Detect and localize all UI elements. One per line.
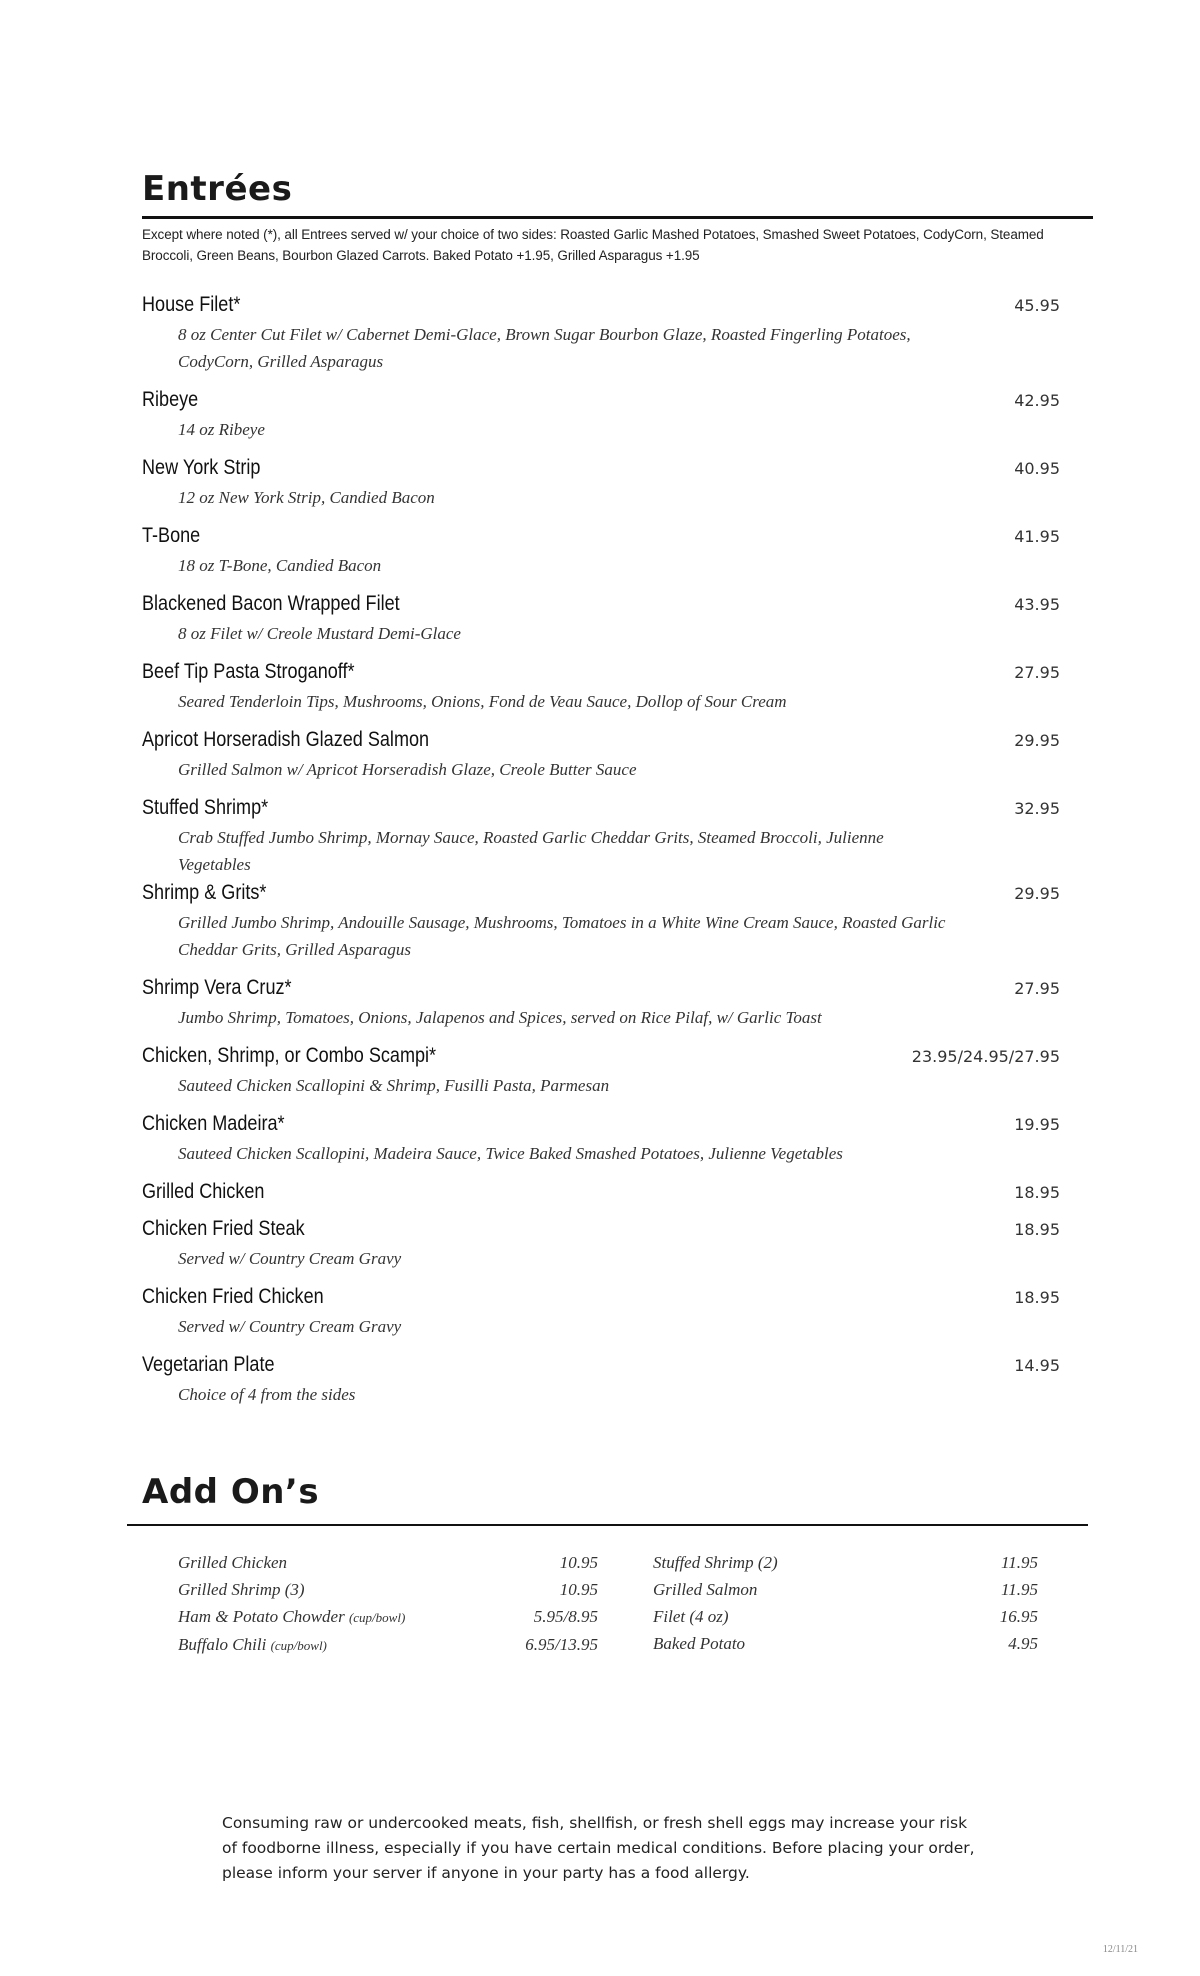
menu-item-name: New York Strip <box>142 456 261 479</box>
menu-item-price: 23.95/24.95/27.95 <box>911 1047 1060 1066</box>
menu-item-description: Crab Stuffed Jumbo Shrimp, Mornay Sauce, Roasted Garlic Cheddar Grits, Steamed Broccoli, Julienne Vegetables <box>178 828 884 874</box>
entrees-divider <box>142 216 1093 219</box>
entrees-list <box>142 290 1062 1408</box>
addon-item-price: 11.95 <box>1001 1580 1038 1599</box>
menu-item-name: T-Bone <box>142 524 201 547</box>
menu-item-name: House Filet* <box>142 293 241 316</box>
menu-item <box>142 725 1062 783</box>
addon-item <box>178 1631 598 1659</box>
addon-item-name: Grilled Chicken <box>178 1553 288 1572</box>
menu-item-description: Choice of 4 from the sides <box>178 1385 356 1404</box>
menu-item-price: 27.95 <box>1014 979 1060 998</box>
menu-item <box>142 1177 1062 1208</box>
addons-column-right <box>653 1549 1038 1659</box>
addon-item <box>178 1576 598 1603</box>
menu-item-name: Chicken Fried Chicken <box>142 1285 324 1308</box>
addon-item-price: 4.95 <box>1008 1634 1038 1653</box>
addon-item-name: Stuffed Shrimp (2) <box>653 1553 778 1572</box>
menu-item-price: 14.95 <box>1014 1356 1060 1375</box>
menu-item <box>142 453 1062 511</box>
addon-item-price: 16.95 <box>999 1607 1038 1626</box>
addon-item-price: 10.95 <box>559 1553 598 1572</box>
menu-item-price: 41.95 <box>1014 527 1060 546</box>
addon-item-note: (cup/bowl) <box>348 1610 406 1625</box>
addon-item-price: 5.95/8.95 <box>533 1607 598 1626</box>
menu-item-name: Grilled Chicken <box>142 1180 265 1203</box>
addon-item-label <box>653 1549 778 1576</box>
menu-item-description: Served w/ Country Cream Gravy <box>178 1317 402 1336</box>
menu-item-description: Sauteed Chicken Scallopini, Madeira Sauce, Twice Baked Smashed Potatoes, Julienne Vegetables <box>178 1144 843 1163</box>
addon-item-label <box>178 1631 327 1659</box>
menu-item <box>142 1214 1062 1272</box>
menu-item-price: 19.95 <box>1014 1115 1060 1134</box>
menu-item-description: Grilled Jumbo Shrimp, Andouille Sausage, Mushrooms, Tomatoes in a White Wine Cream Sauce, Roasted Garlic Cheddar Grits, Grilled Asparagus <box>178 913 946 959</box>
menu-item-description: 14 oz Ribeye <box>178 420 265 439</box>
menu-item-price: 32.95 <box>1014 799 1060 818</box>
addon-item-note: (cup/bowl) <box>270 1638 327 1653</box>
addon-item-label <box>178 1549 287 1576</box>
menu-item-name: Shrimp & Grits* <box>142 881 267 904</box>
addons-list <box>178 1549 1038 1659</box>
addon-item-name: Grilled Shrimp (3) <box>178 1580 305 1599</box>
menu-item-description: 8 oz Filet w/ Creole Mustard Demi-Glace <box>178 624 461 643</box>
addon-item <box>653 1576 1038 1603</box>
menu-item <box>142 973 1062 1031</box>
menu-item <box>142 657 1062 715</box>
addon-item-label <box>178 1603 405 1631</box>
menu-item-price: 40.95 <box>1014 459 1060 478</box>
menu-item-price: 45.95 <box>1014 296 1060 315</box>
menu-item <box>142 290 1062 375</box>
menu-item-name: Stuffed Shrimp* <box>142 796 269 819</box>
menu-item-name: Chicken, Shrimp, or Combo Scampi* <box>142 1044 437 1067</box>
menu-item-name: Vegetarian Plate <box>142 1353 275 1376</box>
menu-item-price: 27.95 <box>1014 663 1060 682</box>
menu-item <box>142 878 1062 963</box>
addon-item-price: 11.95 <box>1001 1553 1038 1572</box>
addons-column-left <box>178 1549 598 1659</box>
entrees-title: Entrées <box>142 169 293 209</box>
menu-item <box>142 1282 1062 1340</box>
entrees-intro: Except where noted (*), all Entrees served w/ your choice of two sides: Roasted Garlic Mashed Potatoes, Smashed Sweet Potatoes, CodyCorn, Steamed Broccoli, Green Beans, Bourbon Glazed Carrots. Baked Potato +1.95, Grilled Asparagus +1.95 <box>142 227 1044 263</box>
addons-divider <box>127 1524 1088 1526</box>
menu-item-name: Ribeye <box>142 388 199 411</box>
addon-item <box>653 1630 1038 1657</box>
addon-item-price: 10.95 <box>559 1580 598 1599</box>
menu-item-price: 18.95 <box>1014 1183 1060 1202</box>
menu-item-description: Sauteed Chicken Scallopini & Shrimp, Fusilli Pasta, Parmesan <box>178 1076 610 1095</box>
menu-item-name: Blackened Bacon Wrapped Filet <box>142 592 400 615</box>
menu-item-price: 18.95 <box>1014 1288 1060 1307</box>
menu-item-price: 18.95 <box>1014 1220 1060 1239</box>
date-stamp: 12/11/21 <box>1102 1944 1138 1955</box>
menu-item <box>142 385 1062 443</box>
menu-item-price: 29.95 <box>1014 884 1060 903</box>
addon-item-label <box>653 1630 745 1657</box>
menu-item <box>142 793 1062 878</box>
menu-item-description: 12 oz New York Strip, Candied Bacon <box>178 488 435 507</box>
addon-item-name: Baked Potato <box>653 1634 746 1653</box>
menu-item-name: Shrimp Vera Cruz* <box>142 976 292 999</box>
addon-item-name: Buffalo Chili <box>178 1635 267 1654</box>
addon-item-name: Filet (4 oz) <box>653 1607 729 1626</box>
menu-item-description: Grilled Salmon w/ Apricot Horseradish Glaze, Creole Butter Sauce <box>178 760 637 779</box>
addon-item-label <box>653 1603 729 1630</box>
allergy-disclaimer: Consuming raw or undercooked meats, fish, shellfish, or fresh shell eggs may increase your risk of foodborne illness, especially if you have certain medical conditions. Before placing your order, please inform your server if anyone in your party has a food allergy. <box>222 1814 975 1882</box>
addon-item-name: Ham & Potato Chowder <box>178 1607 345 1626</box>
menu-item-description: 8 oz Center Cut Filet w/ Cabernet Demi-Glace, Brown Sugar Bourbon Glaze, Roasted Fingerling Potatoes, CodyCorn, Grilled Asparagus <box>178 325 911 371</box>
addons-title: Add On’s <box>142 1472 320 1512</box>
menu-item-description: Seared Tenderloin Tips, Mushrooms, Onions, Fond de Veau Sauce, Dollop of Sour Cream <box>178 692 787 711</box>
menu-item <box>142 1041 1062 1099</box>
menu-item-price: 29.95 <box>1014 731 1060 750</box>
menu-item-name: Beef Tip Pasta Stroganoff* <box>142 660 355 683</box>
addon-item-label <box>178 1576 305 1603</box>
menu-item-description: Served w/ Country Cream Gravy <box>178 1249 402 1268</box>
menu-item-name: Chicken Fried Steak <box>142 1217 305 1240</box>
menu-item-price: 42.95 <box>1014 391 1060 410</box>
menu-item-price: 43.95 <box>1014 595 1060 614</box>
menu-item <box>142 1109 1062 1167</box>
menu-item-name: Chicken Madeira* <box>142 1112 285 1135</box>
addon-item <box>178 1603 598 1631</box>
menu-item-description: Jumbo Shrimp, Tomatoes, Onions, Jalapenos and Spices, served on Rice Pilaf, w/ Garlic Toast <box>178 1008 822 1027</box>
menu-item-description: 18 oz T-Bone, Candied Bacon <box>178 556 382 575</box>
addon-item-price: 6.95/13.95 <box>525 1635 598 1654</box>
addon-item-label <box>653 1576 757 1603</box>
addon-item <box>178 1549 598 1576</box>
addon-item-name: Grilled Salmon <box>653 1580 758 1599</box>
menu-item <box>142 1350 1062 1408</box>
menu-item <box>142 589 1062 647</box>
menu-item <box>142 521 1062 579</box>
addon-item <box>653 1603 1038 1630</box>
menu-item-name: Apricot Horseradish Glazed Salmon <box>142 728 430 751</box>
addon-item <box>653 1549 1038 1576</box>
